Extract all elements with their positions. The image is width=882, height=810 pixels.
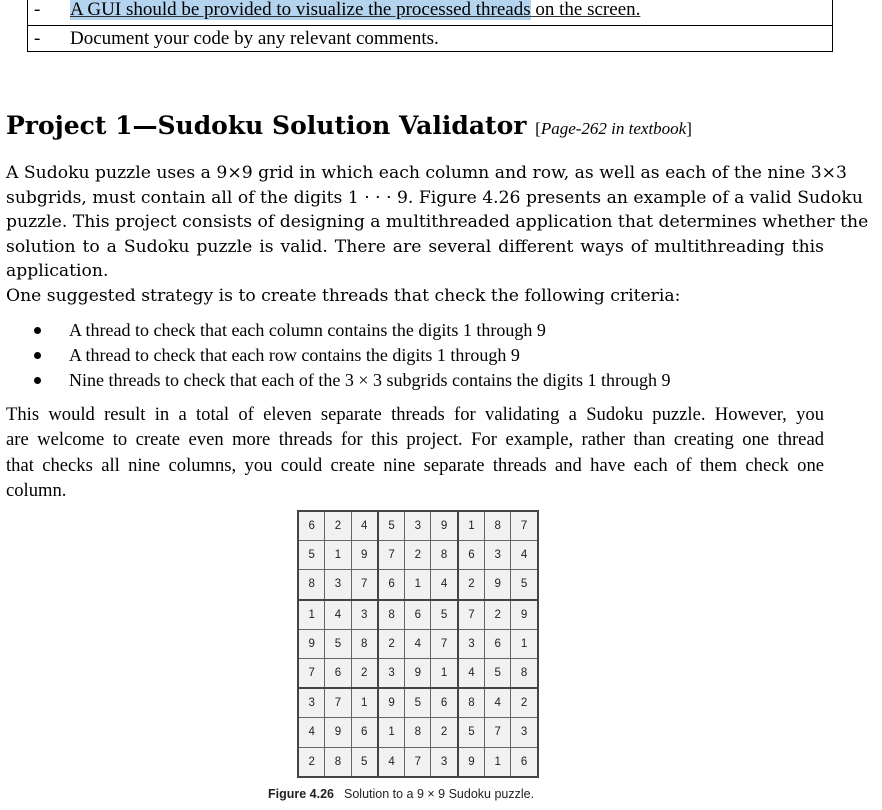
sudoku-cell: 8: [378, 600, 405, 630]
sudoku-cell: 3: [298, 688, 325, 718]
sudoku-cell: 1: [378, 718, 405, 747]
sudoku-cell: 2: [405, 541, 431, 570]
sudoku-cell: 8: [458, 688, 485, 718]
sudoku-cell: 6: [458, 541, 485, 570]
sudoku-cell: 6: [485, 629, 511, 658]
sudoku-row: [298, 629, 538, 658]
sudoku-cell: 7: [378, 541, 405, 570]
requirement-item: [28, 0, 832, 23]
sudoku-row: [298, 718, 538, 747]
sudoku-cell: 2: [511, 688, 538, 718]
bullet-text: A thread to check that each column contains the digits 1 through 9: [69, 320, 546, 340]
sudoku-cell: 3: [458, 629, 485, 658]
sudoku-cell: 8: [298, 570, 325, 600]
sudoku-cell: 9: [325, 718, 351, 747]
sudoku-cell: 2: [458, 570, 485, 600]
sudoku-cell: 4: [378, 747, 405, 777]
sudoku-cell: 7: [351, 570, 378, 600]
sudoku-cell: 4: [405, 629, 431, 658]
sudoku-cell: 2: [325, 511, 351, 541]
paragraph-line: solution to a Sudoku puzzle is valid. There are several different ways of multithreading this: [6, 236, 824, 257]
ref-close-bracket: ]: [686, 119, 692, 138]
requirement-text-rest: on the screen.: [530, 0, 641, 20]
sudoku-cell: 8: [351, 629, 378, 658]
paragraph-line: A Sudoku puzzle uses a 9×9 grid in which each column and row, as well as each of the nine 3×3: [6, 163, 847, 183]
list-dash: -: [34, 0, 41, 20]
figure-caption-text: Solution to a 9 × 9 Sudoku puzzle.: [344, 787, 535, 801]
intro-paragraph: [6, 161, 869, 284]
selected-text-highlight[interactable]: A GUI should be provided to visualize the processed threads: [70, 0, 531, 20]
strategy-sentence: One suggested strategy is to create threads that check the following criteria:: [6, 286, 681, 306]
sudoku-cell: 4: [458, 658, 485, 688]
sudoku-cell: 1: [485, 747, 511, 777]
requirements-box: [27, 0, 833, 52]
result-paragraph: [6, 402, 824, 503]
sudoku-row: [298, 658, 538, 688]
bullet-text: Nine threads to check that each of the 3 × 3 subgrids contains the digits 1 through 9: [69, 370, 671, 390]
requirement-item: [28, 26, 832, 52]
sudoku-cell: 5: [511, 570, 538, 600]
sudoku-cell: 7: [458, 600, 485, 630]
sudoku-cell: 3: [431, 747, 458, 777]
sudoku-grid: [297, 510, 539, 778]
sudoku-cell: 5: [351, 747, 378, 777]
paragraph-line: application.: [6, 261, 109, 282]
sudoku-cell: 6: [298, 511, 325, 541]
sudoku-cell: 3: [405, 511, 431, 541]
paragraph-line: are welcome to create even more threads for this project. For example, rather than creating one thread: [6, 429, 824, 451]
paragraph-line: This would result in a total of eleven separate threads for validating a Sudoku puzzle. However, you: [6, 404, 824, 425]
sudoku-cell: 8: [431, 541, 458, 570]
sudoku-cell: 7: [431, 629, 458, 658]
sudoku-cell: 5: [458, 718, 485, 747]
sudoku-cell: 3: [511, 718, 538, 747]
sudoku-cell: 7: [298, 658, 325, 688]
sudoku-cell: 4: [485, 688, 511, 718]
sudoku-cell: 7: [325, 688, 351, 718]
sudoku-cell: 4: [431, 570, 458, 600]
sudoku-cell: 5: [485, 658, 511, 688]
paragraph-line: puzzle. This project consists of designing a multithreaded application that determines whether the: [6, 212, 869, 233]
sudoku-row: [298, 541, 538, 570]
sudoku-row: [298, 747, 538, 777]
sudoku-cell: 4: [298, 718, 325, 747]
sudoku-cell: 5: [378, 511, 405, 541]
sudoku-cell: 1: [405, 570, 431, 600]
sudoku-cell: 5: [325, 629, 351, 658]
sudoku-cell: 9: [405, 658, 431, 688]
sudoku-cell: 3: [378, 658, 405, 688]
sudoku-row: [298, 570, 538, 600]
ref-page: Page-262 in textbook: [540, 119, 687, 138]
sudoku-cell: 2: [485, 600, 511, 630]
sudoku-cell: 6: [431, 688, 458, 718]
sudoku-cell: 7: [405, 747, 431, 777]
list-dash: -: [34, 28, 41, 49]
sudoku-cell: 5: [431, 600, 458, 630]
sudoku-cell: 5: [298, 541, 325, 570]
sudoku-cell: 9: [298, 629, 325, 658]
sudoku-cell: 2: [351, 658, 378, 688]
sudoku-cell: 4: [351, 511, 378, 541]
sudoku-cell: 9: [431, 511, 458, 541]
sudoku-cell: 8: [325, 747, 351, 777]
figure-caption: [268, 787, 534, 801]
sudoku-cell: 8: [485, 511, 511, 541]
requirement-text: Document your code by any relevant comments.: [70, 28, 439, 49]
sudoku-cell: 6: [405, 600, 431, 630]
sudoku-cell: 6: [325, 658, 351, 688]
bullet-icon: [34, 352, 41, 359]
bullet-icon: [34, 327, 41, 334]
sudoku-cell: 6: [378, 570, 405, 600]
sudoku-cell: 6: [511, 747, 538, 777]
sudoku-cell: 2: [431, 718, 458, 747]
project-title: [6, 110, 692, 145]
sudoku-cell: 1: [351, 688, 378, 718]
textbook-reference: [535, 119, 692, 138]
paragraph-line: subgrids, must contain all of the digits 1 · · · 9. Figure 4.26 presents an example of a valid Sudoku: [6, 187, 863, 208]
figure-label: Figure 4.26: [268, 787, 334, 801]
paragraph-line: column.: [6, 479, 67, 501]
requirement-text: [70, 0, 640, 23]
bullet-icon: [34, 377, 41, 384]
sudoku-cell: 3: [351, 600, 378, 630]
sudoku-cell: 5: [405, 688, 431, 718]
sudoku-cell: 9: [378, 688, 405, 718]
sudoku-cell: 3: [325, 570, 351, 600]
sudoku-row: [298, 688, 538, 718]
sudoku-cell: 8: [511, 658, 538, 688]
sudoku-cell: 1: [325, 541, 351, 570]
sudoku-cell: 6: [351, 718, 378, 747]
sudoku-cell: 7: [511, 511, 538, 541]
sudoku-row: [298, 600, 538, 630]
project-title-main: Project 1—Sudoku Solution Validator: [6, 111, 536, 140]
sudoku-cell: 9: [458, 747, 485, 777]
sudoku-cell: 9: [511, 600, 538, 630]
sudoku-cell: 2: [378, 629, 405, 658]
ref-open-bracket: [: [535, 119, 541, 138]
bullet-text: A thread to check that each row contains the digits 1 through 9: [69, 345, 520, 365]
sudoku-cell: 3: [485, 541, 511, 570]
sudoku-cell: 1: [298, 600, 325, 630]
sudoku-cell: 9: [485, 570, 511, 600]
paragraph-line: that checks all nine columns, you could create nine separate threads and have each of them check one: [6, 454, 824, 476]
sudoku-cell: 7: [485, 718, 511, 747]
sudoku-cell: 4: [325, 600, 351, 630]
sudoku-cell: 1: [511, 629, 538, 658]
sudoku-cell: 8: [405, 718, 431, 747]
sudoku-cell: 1: [431, 658, 458, 688]
sudoku-cell: 4: [511, 541, 538, 570]
sudoku-cell: 1: [458, 511, 485, 541]
sudoku-row: [298, 511, 538, 541]
sudoku-cell: 2: [298, 747, 325, 777]
sudoku-cell: 9: [351, 541, 378, 570]
